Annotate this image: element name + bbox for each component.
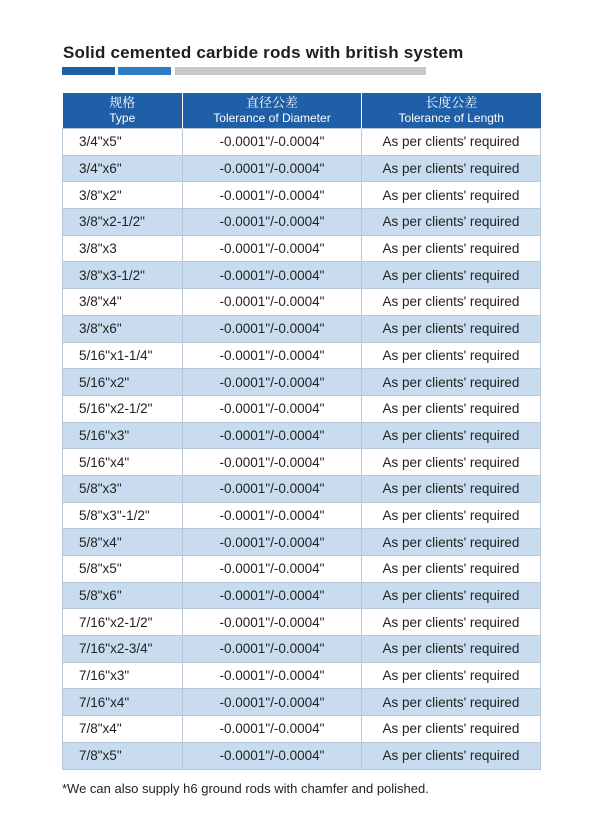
table-row [63, 262, 541, 289]
table-row [63, 556, 541, 583]
cell-tolerance-diameter: -0.0001"/-0.0004" [183, 662, 362, 689]
table-row [63, 475, 541, 502]
cell-tolerance-length: As per clients' required [362, 209, 541, 236]
cell-tolerance-diameter: -0.0001"/-0.0004" [183, 369, 362, 396]
table-row [63, 529, 541, 556]
cell-tolerance-length: As per clients' required [362, 475, 541, 502]
header-tolerance-length-cn: 长度公差 [425, 95, 478, 111]
table-row [63, 582, 541, 609]
page-title: Solid cemented carbide rods with british system [63, 43, 464, 62]
cell-tolerance-length: As per clients' required [362, 582, 541, 609]
cell-type: 7/8"x4" [63, 716, 183, 743]
cell-tolerance-diameter: -0.0001"/-0.0004" [183, 209, 362, 236]
cell-tolerance-diameter: -0.0001"/-0.0004" [183, 475, 362, 502]
cell-type: 3/8"x4" [63, 289, 183, 316]
cell-tolerance-length: As per clients' required [362, 129, 541, 156]
cell-tolerance-length: As per clients' required [362, 529, 541, 556]
table-row [63, 502, 541, 529]
title-underline-light [175, 67, 426, 75]
table-row [63, 422, 541, 449]
cell-type: 3/4"x5" [63, 129, 183, 156]
cell-type: 5/8"x3" [63, 475, 183, 502]
header-type-cn: 规格 [109, 95, 136, 111]
cell-tolerance-diameter: -0.0001"/-0.0004" [183, 529, 362, 556]
cell-tolerance-length: As per clients' required [362, 369, 541, 396]
table-row [63, 636, 541, 663]
cell-tolerance-diameter: -0.0001"/-0.0004" [183, 582, 362, 609]
header-tolerance-diameter-cn: 直径公差 [245, 95, 298, 111]
cell-tolerance-length: As per clients' required [362, 342, 541, 369]
cell-tolerance-length: As per clients' required [362, 502, 541, 529]
cell-type: 7/16"x4" [63, 689, 183, 716]
header-tolerance-diameter-en: Tolerance of Diameter [213, 110, 331, 125]
cell-type: 5/8"x5" [63, 556, 183, 583]
cell-tolerance-diameter: -0.0001"/-0.0004" [183, 342, 362, 369]
table-row [63, 395, 541, 422]
cell-type: 7/16"x3" [63, 662, 183, 689]
title-underline-mid [118, 67, 171, 75]
cell-type: 3/4"x6" [63, 155, 183, 182]
table-row [63, 235, 541, 262]
cell-type: 5/8"x3"-1/2" [63, 502, 183, 529]
table-row [63, 209, 541, 236]
cell-tolerance-length: As per clients' required [362, 716, 541, 743]
table-row [63, 155, 541, 182]
cell-type: 5/16"x2-1/2" [63, 395, 183, 422]
title-underline-dark [62, 67, 115, 75]
cell-tolerance-diameter: -0.0001"/-0.0004" [183, 315, 362, 342]
cell-tolerance-diameter: -0.0001"/-0.0004" [183, 449, 362, 476]
table-row [63, 689, 541, 716]
table-row [63, 342, 541, 369]
table-row [63, 742, 541, 769]
cell-tolerance-diameter: -0.0001"/-0.0004" [183, 129, 362, 156]
cell-tolerance-diameter: -0.0001"/-0.0004" [183, 289, 362, 316]
cell-tolerance-length: As per clients' required [362, 235, 541, 262]
table-row [63, 449, 541, 476]
header-type-en: Type [109, 110, 136, 125]
header-tolerance-length-en: Tolerance of Length [398, 110, 504, 125]
header-tolerance-length [362, 93, 541, 129]
cell-type: 7/16"x2-3/4" [63, 636, 183, 663]
cell-tolerance-length: As per clients' required [362, 609, 541, 636]
cell-type: 5/8"x6" [63, 582, 183, 609]
cell-type: 3/8"x2" [63, 182, 183, 209]
cell-tolerance-length: As per clients' required [362, 636, 541, 663]
cell-tolerance-diameter: -0.0001"/-0.0004" [183, 262, 362, 289]
specification-table [62, 93, 541, 770]
table-row [63, 289, 541, 316]
cell-tolerance-diameter: -0.0001"/-0.0004" [183, 502, 362, 529]
cell-tolerance-length: As per clients' required [362, 742, 541, 769]
cell-type: 3/8"x3-1/2" [63, 262, 183, 289]
cell-tolerance-diameter: -0.0001"/-0.0004" [183, 155, 362, 182]
table-row [63, 129, 541, 156]
cell-tolerance-diameter: -0.0001"/-0.0004" [183, 235, 362, 262]
cell-tolerance-diameter: -0.0001"/-0.0004" [183, 742, 362, 769]
cell-tolerance-length: As per clients' required [362, 662, 541, 689]
cell-tolerance-length: As per clients' required [362, 449, 541, 476]
cell-tolerance-length: As per clients' required [362, 182, 541, 209]
cell-tolerance-diameter: -0.0001"/-0.0004" [183, 395, 362, 422]
table-row [63, 716, 541, 743]
footnote: *We can also supply h6 ground rods with chamfer and polished. [62, 781, 429, 796]
cell-tolerance-length: As per clients' required [362, 262, 541, 289]
cell-type: 5/8"x4" [63, 529, 183, 556]
cell-tolerance-diameter: -0.0001"/-0.0004" [183, 422, 362, 449]
cell-type: 3/8"x6" [63, 315, 183, 342]
table-body [63, 129, 541, 770]
header-tolerance-diameter [183, 93, 362, 129]
table-row [63, 369, 541, 396]
cell-tolerance-diameter: -0.0001"/-0.0004" [183, 689, 362, 716]
cell-tolerance-length: As per clients' required [362, 422, 541, 449]
header-type [63, 93, 183, 129]
cell-type: 7/16"x2-1/2" [63, 609, 183, 636]
cell-type: 5/16"x1-1/4" [63, 342, 183, 369]
cell-type: 5/16"x3" [63, 422, 183, 449]
cell-tolerance-length: As per clients' required [362, 155, 541, 182]
table-header-row [63, 93, 541, 129]
table-row [63, 609, 541, 636]
cell-type: 3/8"x3 [63, 235, 183, 262]
table-row [63, 662, 541, 689]
table-row [63, 315, 541, 342]
cell-tolerance-diameter: -0.0001"/-0.0004" [183, 609, 362, 636]
cell-tolerance-length: As per clients' required [362, 689, 541, 716]
cell-tolerance-length: As per clients' required [362, 395, 541, 422]
cell-tolerance-diameter: -0.0001"/-0.0004" [183, 716, 362, 743]
cell-type: 7/8"x5" [63, 742, 183, 769]
cell-type: 5/16"x4" [63, 449, 183, 476]
cell-type: 5/16"x2" [63, 369, 183, 396]
cell-tolerance-length: As per clients' required [362, 556, 541, 583]
cell-tolerance-length: As per clients' required [362, 315, 541, 342]
cell-tolerance-diameter: -0.0001"/-0.0004" [183, 556, 362, 583]
cell-tolerance-diameter: -0.0001"/-0.0004" [183, 636, 362, 663]
table-row [63, 182, 541, 209]
cell-type: 3/8"x2-1/2" [63, 209, 183, 236]
cell-tolerance-diameter: -0.0001"/-0.0004" [183, 182, 362, 209]
cell-tolerance-length: As per clients' required [362, 289, 541, 316]
